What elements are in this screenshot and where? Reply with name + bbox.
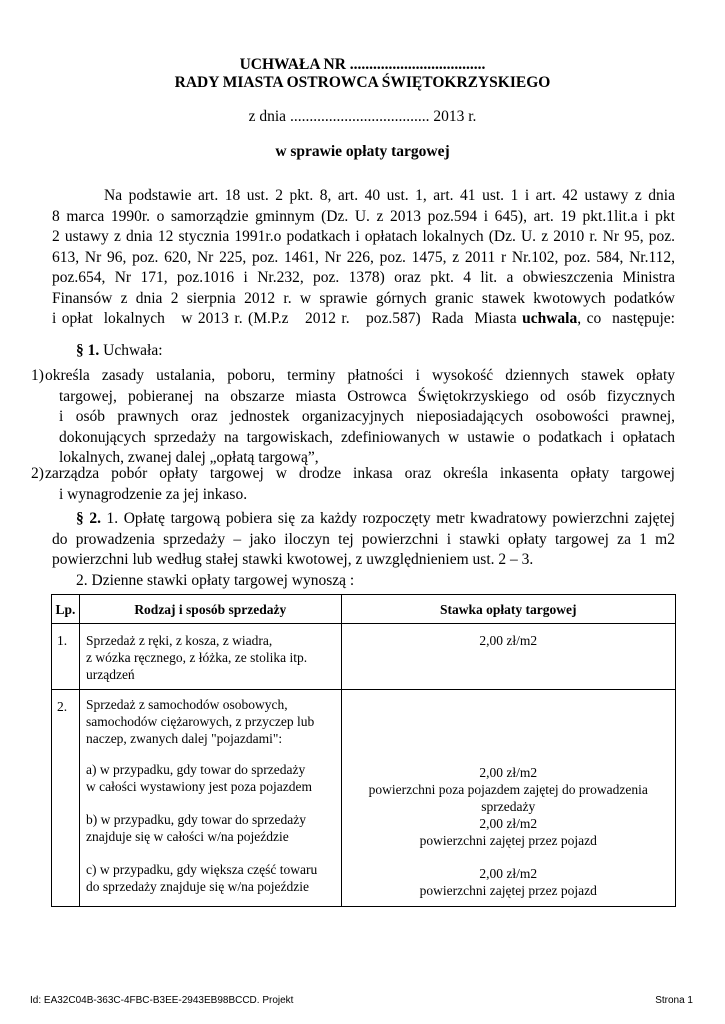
uchwala-keyword: uchwala [522,310,578,327]
description-line: samochodów ciężarowych, z przyczep lub [85,714,315,729]
rate-value: 2,00 zł/m2 [479,816,538,831]
item-line: i osób prawnych oraz jednostek organizacyjnych nieposiadających osobowości prawnej, [59,408,675,425]
description-line: znajduje się w całości w/na pojeździe [85,829,289,844]
description-line: naczep, zwanych dalej "pojazdami": [85,731,283,746]
section-2-line: powierzchni lub według stałej stawki kwotowej, z uwzględnieniem ust. 2 – 3. [52,551,534,568]
description-line: c) w przypadku, gdy większa część towaru [85,862,318,877]
row-number: 1. [52,624,80,690]
table-row [52,624,676,690]
row-description [79,690,341,907]
preamble-line: 613, Nr 96, poz. 620, Nr 225, poz. 1461, Nr 226, poz. 1475, z 2011 r Nr.102, poz. 584, Nr.112, [52,248,675,266]
section-2-line: do prowadzenia sprzedaży – jako iloczyn tej powierzchni i stawki opłaty targowej za 1 m2 [52,530,675,548]
table-header-row [52,595,676,624]
item-line: zarządza pobór opłaty targowej w drodze inkasa oraz określa inkasenta opłaty targowej [45,465,675,482]
description-line: Sprzedaż z ręki, z kosza, z wiadra, [85,633,273,648]
row-description [79,624,341,690]
rate-value: 2,00 zł/m2 [479,633,538,648]
row-rate [341,624,675,690]
rate-unit: powierzchni zajętej przez pojazd [419,883,597,898]
preamble-line: 2 ustawy z dnia 12 stycznia 1991r.o podatkach i opłatach lokalnych (Dz. U. z 2010 r. Nr 95, poz. [52,228,675,245]
item-line: i wynagrodzenie za jej inkaso. [59,485,248,503]
section-1-label: § 1. [76,342,100,359]
preamble-last-end: , co następuje: [577,310,675,327]
description-line: w całości wystawiony jest poza pojazdem [85,779,313,794]
rates-intro: 2. Dzienne stawki opłaty targowej wynoszą : [76,572,355,589]
rate-unit: powierzchni zajętej przez pojazd [419,833,597,848]
row-rate [341,690,675,907]
header-rate: Stawka opłaty targowej [341,595,675,624]
rates-table [51,594,676,907]
section-2 [52,509,675,571]
header-type: Rodzaj i sposób sprzedaży [79,595,341,624]
rate-unit: powierzchni poza pojazdem zajętej do prowadzenia [368,782,648,797]
council-name: RADY MIASTA OSTROWCA ŚWIĘTOKRZYSKIEGO [174,74,551,91]
section-2-text: 1. Opłatę targową pobiera się za każdy rozpoczęty metr kwadratowy powierzchni zajętej [100,510,675,527]
rate-value: 2,00 zł/m2 [479,765,538,780]
page-number: Strona 1 [655,995,693,1006]
preamble-last-line [52,309,675,330]
resolution-date: z dnia .................................... 2013 r. [248,108,477,125]
resolution-number: UCHWAŁA NR ................................... [239,56,486,73]
description-line: a) w przypadku, gdy towar do sprzedaży [85,762,306,777]
preamble [52,186,675,330]
row-number: 2. [52,690,80,907]
item-line: targowej, pobieranej na obszarze miasta Ostrowca Świętokrzyskiego od osób fizycznych [59,387,675,405]
preamble-line: 8 marca 1990r. o samorządzie gminnym (Dz. U. z 2013 poz.594 i 645), art. 19 pkt.1lit.a i pkt [52,207,675,225]
resolution-subject: w sprawie opłaty targowej [275,143,450,160]
description-line: do sprzedaży znajduje się w/na pojeździe [85,879,309,894]
preamble-line: Na podstawie art. 18 ust. 2 pkt. 8, art. 40 ust. 1, art. 41 ust. 1 i art. 42 ustawy z dnia [104,187,675,204]
description-line: Sprzedaż z samochodów osobowych, [85,697,288,712]
preamble-last-text: i opłat lokalnych w 2013 r. (M.P.z 2012 r. poz.587) Rada Miasta [52,310,523,327]
item-line: określa zasady ustalania, poboru, terminy płatności i wysokość dziennych stawek opłaty [45,367,675,384]
preamble-line: Finansów z dnia 2 sierpnia 2012 r. w sprawie górnych granic stawek kwotowych podatków [52,289,675,307]
rate-unit: sprzedaży [481,799,536,814]
description-line: urządzeń [85,667,135,682]
item-number: 1) [31,367,44,384]
description-line: b) w przypadku, gdy towar do sprzedaży [85,812,307,827]
table-row [52,690,676,907]
item-line: lokalnych, zwanej dalej „opłatą targową”, [59,449,319,466]
item-line: dokonujących sprzedaży na targowiskach, zdefiniowanych w ustawie o podatkach i opłatach [59,428,675,446]
description-line: z wózka ręcznego, z łóżka, ze stolika itp. [85,650,308,665]
document-id: Id: EA32C04B-363C-4FBC-B3EE-2943EB98BCCD. Projekt [30,995,294,1006]
preamble-line: poz.654, Nr 171, poz.1016 i Nr.232, poz. 1378) oraz pkt. 4 lit. a obwieszczenia Ministra [52,269,675,286]
section-1-text: Uchwała: [99,342,163,359]
section-1-heading [52,341,675,362]
section-1-item-2 [31,464,675,505]
rate-value: 2,00 zł/m2 [479,866,538,881]
section-1-item-1 [31,366,675,469]
item-number: 2) [31,465,44,482]
header-lp: Lp. [52,595,80,624]
section-2-first-line [52,509,675,530]
section-2-label: § 2. [76,510,101,527]
